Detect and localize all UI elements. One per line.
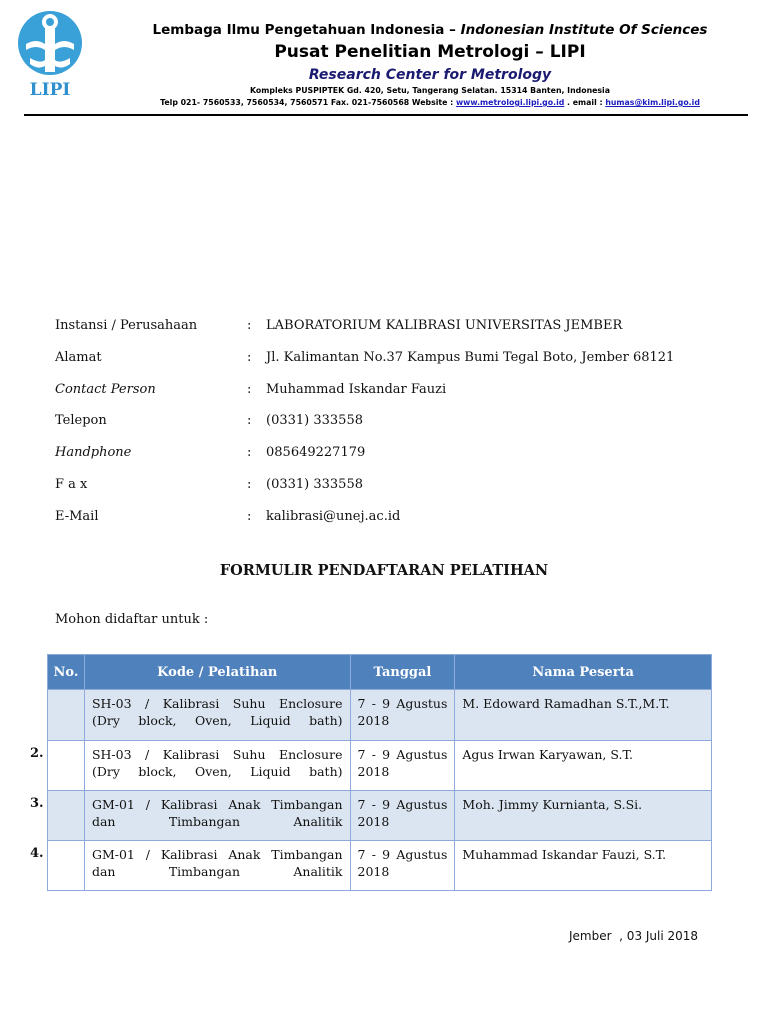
center-name: Pusat Penelitian Metrologi – LIPI [274,42,586,62]
email-link[interactable]: humas@kim.lipi.go.id [605,98,700,107]
contact-line: Telp 021- 7560533, 7560534, 7560571 Fax. 021-7560568 Website : www.metrologi.lipi.go.id . email : humas@kim.lipi.go.id [160,98,700,107]
cell-kode: SH-03 / Kalibrasi Suhu Enclosure (Dry block, Oven, Liquid bath) [84,690,350,741]
address-line: Kompleks PUSPIPTEK Gd. 420, Setu, Tangerang Selatan. 15314 Banten, Indonesia [250,86,610,95]
cell-kode: GM-01 / Kalibrasi Anak Timbangan dan Timbangan Analitik [84,841,350,891]
cell-nama: Agus Irwan Karyawan, S.T. [455,741,712,791]
value-telepon: (0331) 333558 [266,413,363,428]
label-handphone: Handphone [55,445,132,460]
value-handphone: 085649227179 [266,445,366,460]
colon: : [247,382,252,397]
cell-kode: GM-01 / Kalibrasi Anak Timbangan dan Timbangan Analitik [84,791,350,841]
header-kode: Kode / Pelatihan [84,655,350,690]
cell-tanggal: 7 - 9 Agustus 2018 [350,741,455,791]
value-contact-person: Muhammad Iskandar Fauzi [266,382,447,397]
table-row [48,741,712,791]
cell-tanggal: 7 - 9 Agustus 2018 [350,690,455,741]
cell-no [48,841,85,891]
label-fax: F a x [55,477,88,492]
intro-text: Mohon didaftar untuk : [55,612,209,627]
value-instansi: LABORATORIUM KALIBRASI UNIVERSITAS JEMBER [266,318,623,333]
value-fax: (0331) 333558 [266,477,363,492]
logo-text: LIPI [29,80,71,100]
cell-nama: Muhammad Iskandar Fauzi, S.T. [455,841,712,891]
header-divider [24,114,748,116]
institute-name: Lembaga Ilmu Pengetahuan Indonesia – Indonesian Institute Of Sciences [152,22,708,38]
header-tanggal: Tanggal [350,655,455,690]
website-link[interactable]: www.metrologi.lipi.go.id [455,98,565,107]
value-alamat: Jl. Kalimantan No.37 Kampus Bumi Tegal Boto, Jember 68121 [266,350,675,365]
cell-no [48,741,85,791]
row-number-3: 3. [30,796,44,811]
colon: : [247,509,252,524]
lipi-logo-icon [14,8,86,100]
colon: : [247,477,252,492]
form-title: FORMULIR PENDAFTARAN PELATIHAN [219,562,549,579]
value-email: kalibrasi@unej.ac.id [266,509,401,524]
cell-tanggal: 7 - 9 Agustus 2018 [350,841,455,891]
colon: : [247,413,252,428]
label-contact-person: Contact Person [55,382,156,397]
table-row [48,690,712,741]
row-number-4: 4. [30,846,44,861]
colon: : [247,350,252,365]
table-row [48,841,712,891]
cell-no [48,690,85,741]
colon: : [247,318,252,333]
registration-table [47,654,712,891]
cell-nama: Moh. Jimmy Kurnianta, S.Si. [455,791,712,841]
colon: : [247,445,252,460]
label-email: E-Mail [55,509,99,524]
label-instansi: Instansi / Perusahaan [55,318,198,333]
center-name-english: Research Center for Metrology [308,67,552,83]
cell-nama: M. Edoward Ramadhan S.T.,M.T. [455,690,712,741]
row-number-2: 2. [30,746,44,761]
cell-no [48,791,85,841]
label-telepon: Telepon [55,413,107,428]
label-alamat: Alamat [55,350,102,365]
signature-date: Jember , 03 Juli 2018 [569,929,699,943]
table-row [48,791,712,841]
header-nama: Nama Peserta [455,655,712,690]
header-no: No. [48,655,85,690]
cell-kode: SH-03 / Kalibrasi Suhu Enclosure (Dry block, Oven, Liquid bath) [84,741,350,791]
table-header-row [48,655,712,690]
cell-tanggal: 7 - 9 Agustus 2018 [350,791,455,841]
